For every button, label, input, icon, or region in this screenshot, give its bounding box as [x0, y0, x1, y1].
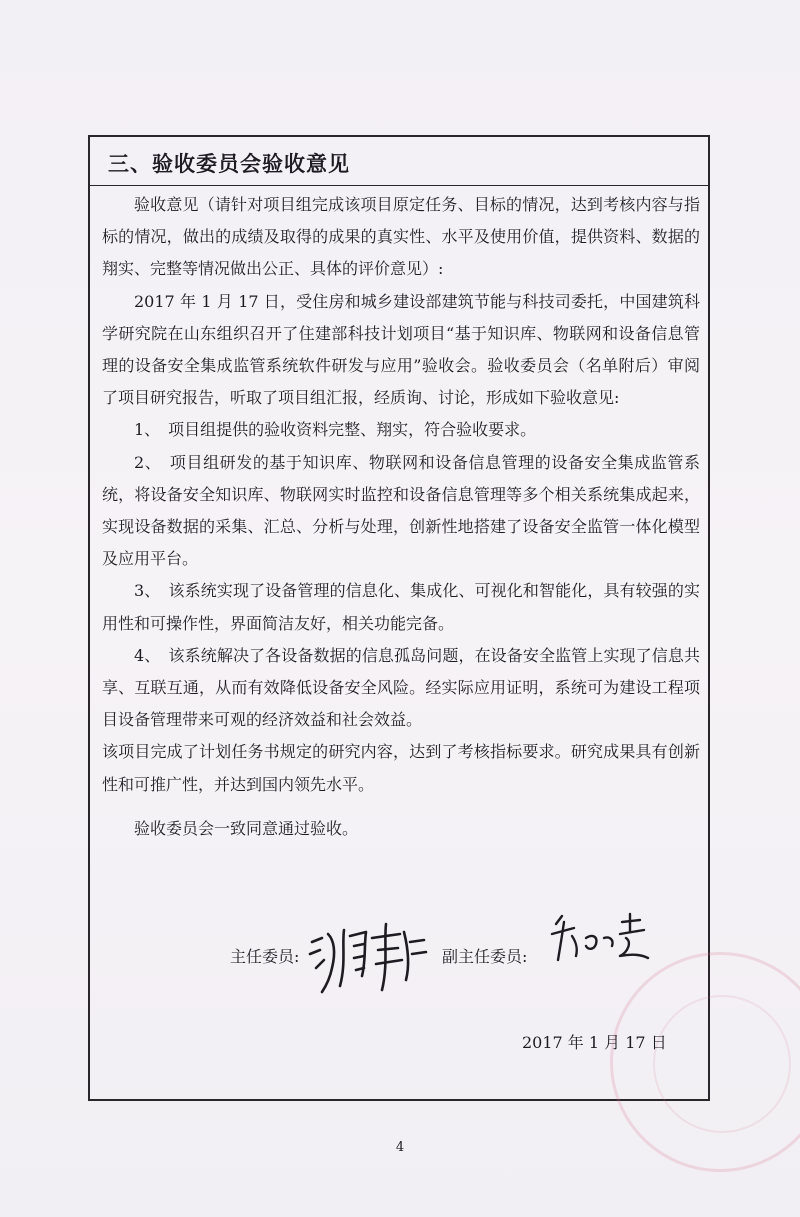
signature-row: [230, 932, 690, 992]
section-title: 三、验收委员会验收意见: [108, 152, 350, 176]
chair-label: 主任委员:: [230, 947, 300, 966]
opinion-item-3: 3、 该系统实现了设备管理的信息化、集成化、可视化和智能化，具有较强的实用性和可操作性，界面简洁友好，相关功能完备。: [102, 581, 700, 633]
intro-paragraph: 2017 年 1 月 17 日，受住房和城乡建设部建筑节能与科技司委托，中国建筑科学研究院在山东组织召开了住建部科技计划项目“基于知识库、物联网和设备信息管理的设备安全集成监管系统软件研发与应用”验收会。验收委员会（名单附后）审阅了项目研究报告，听取了项目组汇报，经质询、讨论，形成如下验收意见:: [102, 291, 700, 408]
opinion-body: [102, 189, 700, 845]
section-header: [90, 137, 708, 186]
vice-chair-signature: [548, 908, 658, 968]
opinion-item-1: 1、 项目组提供的验收资料完整、翔实，符合验收要求。: [134, 420, 537, 440]
instruction-paragraph: 验收意见（请针对项目组完成该项目原定任务、目标的情况，达到考核内容与指标的情况，做出的成绩及取得的成果的真实性、水平及使用价值，提供资料、数据的翔实、完整等情况做出公正、具体的评价意见）:: [102, 195, 700, 279]
opinion-form-box: [88, 135, 710, 1101]
page-number: 4: [395, 1140, 405, 1155]
signing-date: 2017 年 1 月 17 日: [522, 1033, 667, 1052]
chair-signature: [306, 920, 436, 996]
vice-chair-label: 副主任委员:: [442, 947, 528, 966]
conclusion-paragraph: 验收委员会一致同意通过验收。: [134, 818, 359, 838]
opinion-item-2: 2、 项目组研发的基于知识库、物联网和设备信息管理的设备安全集成监管系统，将设备安全知识库、物联网实时监控和设备信息管理等多个相关系统集成起来，实现设备数据的采集、汇总、分析与处理，创新性地搭建了设备安全监管一体化模型及应用平台。: [102, 452, 700, 569]
opinion-item-4: 4、 该系统解决了各设备数据的信息孤岛问题，在设备安全监管上实现了信息共享、互联互通，从而有效降低设备安全风险。经实际应用证明，系统可为建设工程项目设备管理带来可观的经济效益和社会效益。: [102, 645, 700, 730]
summary-paragraph: 该项目完成了计划任务书规定的研究内容，达到了考核指标要求。研究成果具有创新性和可推广性，并达到国内领先水平。: [102, 742, 700, 794]
